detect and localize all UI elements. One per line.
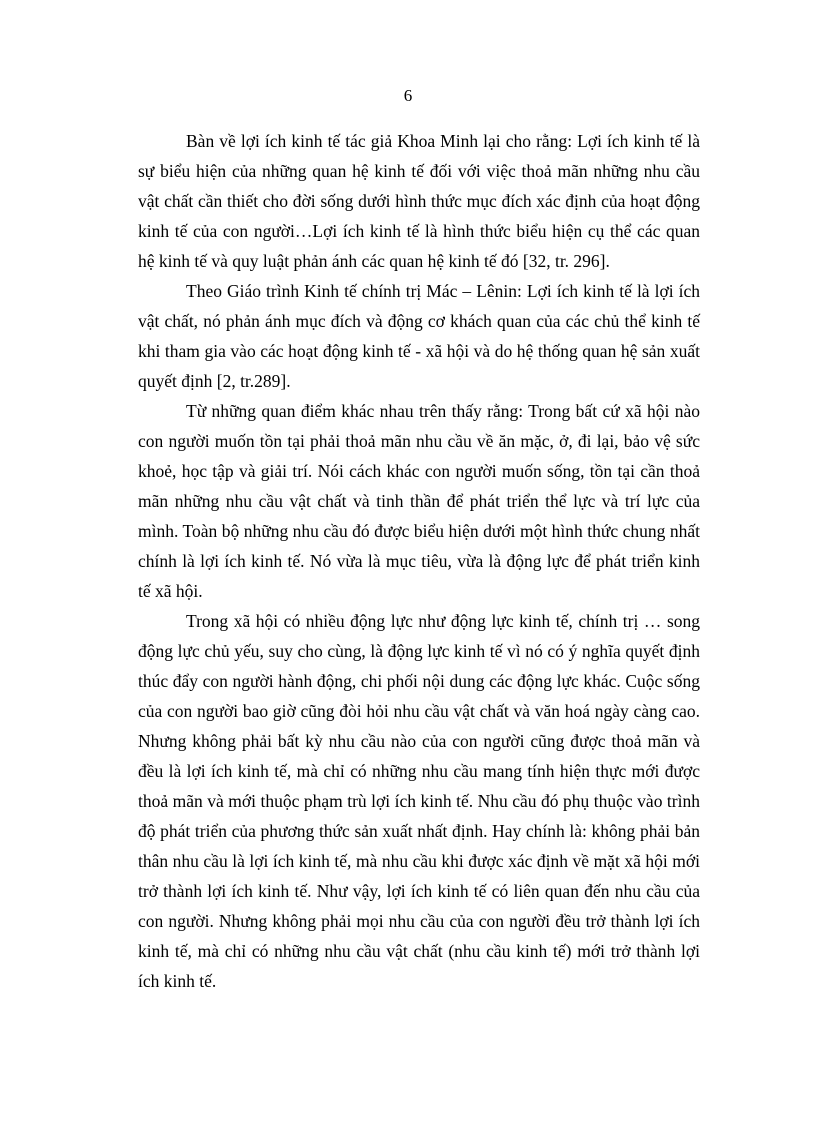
paragraph-3: Từ những quan điểm khác nhau trên thấy rằng: Trong bất cứ xã hội nào con người muốn tồn tại phải thoả mãn nhu cầu về ăn mặc, ở, đi lại, bảo vệ sức khoẻ, học tập và giải trí. Nói cách khác con người muốn sống, tồn tại cần thoả mãn những nhu cầu vật chất và tinh thần để phát triển thể lực và trí lực của mình. Toàn bộ những nhu cầu đó được biểu hiện dưới một hình thức chung nhất chính là lợi ích kinh tế. Nó vừa là mục tiêu, vừa là động lực để phát triển kinh tế xã hội. — [138, 401, 700, 601]
page-number: 6 — [403, 86, 413, 105]
paragraph-2: Theo Giáo trình Kinh tế chính trị Mác – Lênin: Lợi ích kinh tế là lợi ích vật chất, nó phản ánh mục đích và động cơ khách quan của các chủ thể kinh tế khi tham gia vào các hoạt động kinh tế - xã hội và do hệ thống quan hệ sản xuất quyết định [2, tr.289]. — [138, 281, 700, 391]
body-text — [138, 126, 700, 996]
paragraph-1: Bàn về lợi ích kinh tế tác giả Khoa Minh lại cho rằng: Lợi ích kinh tế là sự biểu hiện của những quan hệ kinh tế đối với việc thoả mãn những nhu cầu vật chất cần thiết cho đời sống dưới hình thức mục đích xác định của hoạt động kinh tế của con người…Lợi ích kinh tế là hình thức biểu hiện cụ thể các quan hệ kinh tế và quy luật phản ánh các quan hệ kinh tế đó [32, tr. 296]. — [138, 131, 700, 271]
paragraph-4: Trong xã hội có nhiều động lực như động lực kinh tế, chính trị … song động lực chủ yếu, suy cho cùng, là động lực kinh tế vì nó có ý nghĩa quyết định thúc đẩy con người hành động, chi phối nội dung các động lực khác. Cuộc sống của con người bao giờ cũng đòi hỏi nhu cầu vật chất và văn hoá ngày càng cao. Nhưng không phải bất kỳ nhu cầu nào của con người cũng được thoả mãn và đều là lợi ích kinh tế, mà chỉ có những nhu cầu mang tính hiện thực mới được thoả mãn và mới thuộc phạm trù lợi ích kinh tế. Nhu cầu đó phụ thuộc vào trình độ phát triển của phương thức sản xuất nhất định. Hay chính là: không phải bản thân nhu cầu là lợi ích kinh tế, mà nhu cầu khi được xác định về mặt xã hội mới trở thành lợi ích kinh tế. Như vậy, lợi ích kinh tế có liên quan đến nhu cầu của con người. Nhưng không phải mọi nhu cầu của con người đều trở thành lợi ích kinh tế, mà chỉ có những nhu cầu vật chất (nhu cầu kinh tế) mới trở thành lợi ích kinh tế. — [138, 611, 700, 991]
